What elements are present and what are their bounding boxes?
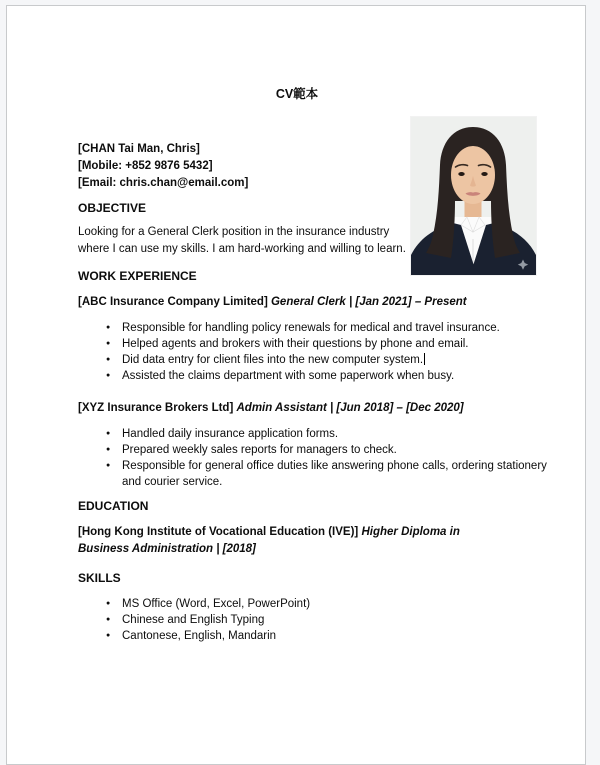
job-bullet-list <box>78 426 555 490</box>
job-role: Admin Assistant | [Jun 2018] – [Dec 2020] <box>236 402 464 414</box>
id-photo[interactable] <box>411 117 536 275</box>
id-photo-illustration <box>411 117 536 275</box>
skill-text: Cantonese, English, Mandarin <box>122 630 277 642</box>
bullet-icon <box>106 458 110 474</box>
list-item <box>122 368 555 384</box>
section-heading-skills: SKILLS <box>78 571 121 585</box>
bullet-icon <box>106 596 110 612</box>
bullet-icon <box>106 368 110 384</box>
job-heading <box>78 294 555 311</box>
job-company: [ABC Insurance Company Limited] <box>78 296 268 308</box>
list-item <box>122 596 555 612</box>
contact-name: [CHAN Tai Man, Chris] <box>78 143 200 155</box>
bullet-text: Prepared weekly sales reports for managers to check. <box>122 444 397 456</box>
job-bullet-list <box>78 320 555 384</box>
list-item <box>122 628 555 644</box>
contact-email: [Email: chris.chan@email.com] <box>78 177 249 189</box>
list-item <box>122 352 555 368</box>
bullet-text: Responsible for general office duties like answering phone calls, ordering stationery and courier service. <box>122 460 547 488</box>
list-item <box>122 442 555 458</box>
list-item <box>122 612 555 628</box>
bullet-icon <box>106 336 110 352</box>
bullet-icon <box>106 320 110 336</box>
document-title: CV範本 <box>275 87 319 101</box>
bullet-text: Responsible for handling policy renewals for medical and travel insurance. <box>122 322 500 334</box>
bullet-text: Helped agents and brokers with their questions by phone and email. <box>122 338 469 350</box>
bullet-text: Did data entry for client files into the new computer system. <box>122 354 424 366</box>
skills-list <box>78 596 555 644</box>
bullet-icon <box>106 352 110 368</box>
document-page[interactable] <box>6 5 586 765</box>
bullet-text: Handled daily insurance application forms. <box>122 428 339 440</box>
text-caret <box>424 353 425 365</box>
skill-text: MS Office (Word, Excel, PowerPoint) <box>122 598 311 610</box>
list-item <box>122 320 555 336</box>
education-entry <box>78 524 510 558</box>
list-item <box>122 458 555 490</box>
bullet-icon <box>106 628 110 644</box>
section-heading-education: EDUCATION <box>78 499 149 513</box>
bullet-text: Assisted the claims department with some paperwork when busy. <box>122 370 455 382</box>
job-company: [XYZ Insurance Brokers Ltd] <box>78 402 234 414</box>
eye-right <box>481 172 487 176</box>
eye-left <box>458 172 464 176</box>
section-heading-objective: OBJECTIVE <box>78 201 147 215</box>
skill-text: Chinese and English Typing <box>122 614 265 626</box>
education-degree: Higher Diploma in Business Administration | [2018] <box>78 526 460 555</box>
bullet-icon <box>106 426 110 442</box>
contact-mobile: [Mobile: +852 9876 5432] <box>78 160 213 172</box>
list-item <box>122 426 555 442</box>
job-role: General Clerk | [Jan 2021] – Present <box>270 296 467 308</box>
objective-text: Looking for a General Clerk position in the insurance industry where I can use my skills. I am hard-working and willing to learn. <box>78 226 406 255</box>
bullet-icon <box>106 442 110 458</box>
bullet-icon <box>106 612 110 628</box>
list-item <box>122 336 555 352</box>
document-content <box>7 6 585 644</box>
job-heading <box>78 400 555 417</box>
education-school: [Hong Kong Institute of Vocational Education (IVE)] <box>78 526 359 538</box>
section-heading-work-experience: WORK EXPERIENCE <box>78 269 197 283</box>
